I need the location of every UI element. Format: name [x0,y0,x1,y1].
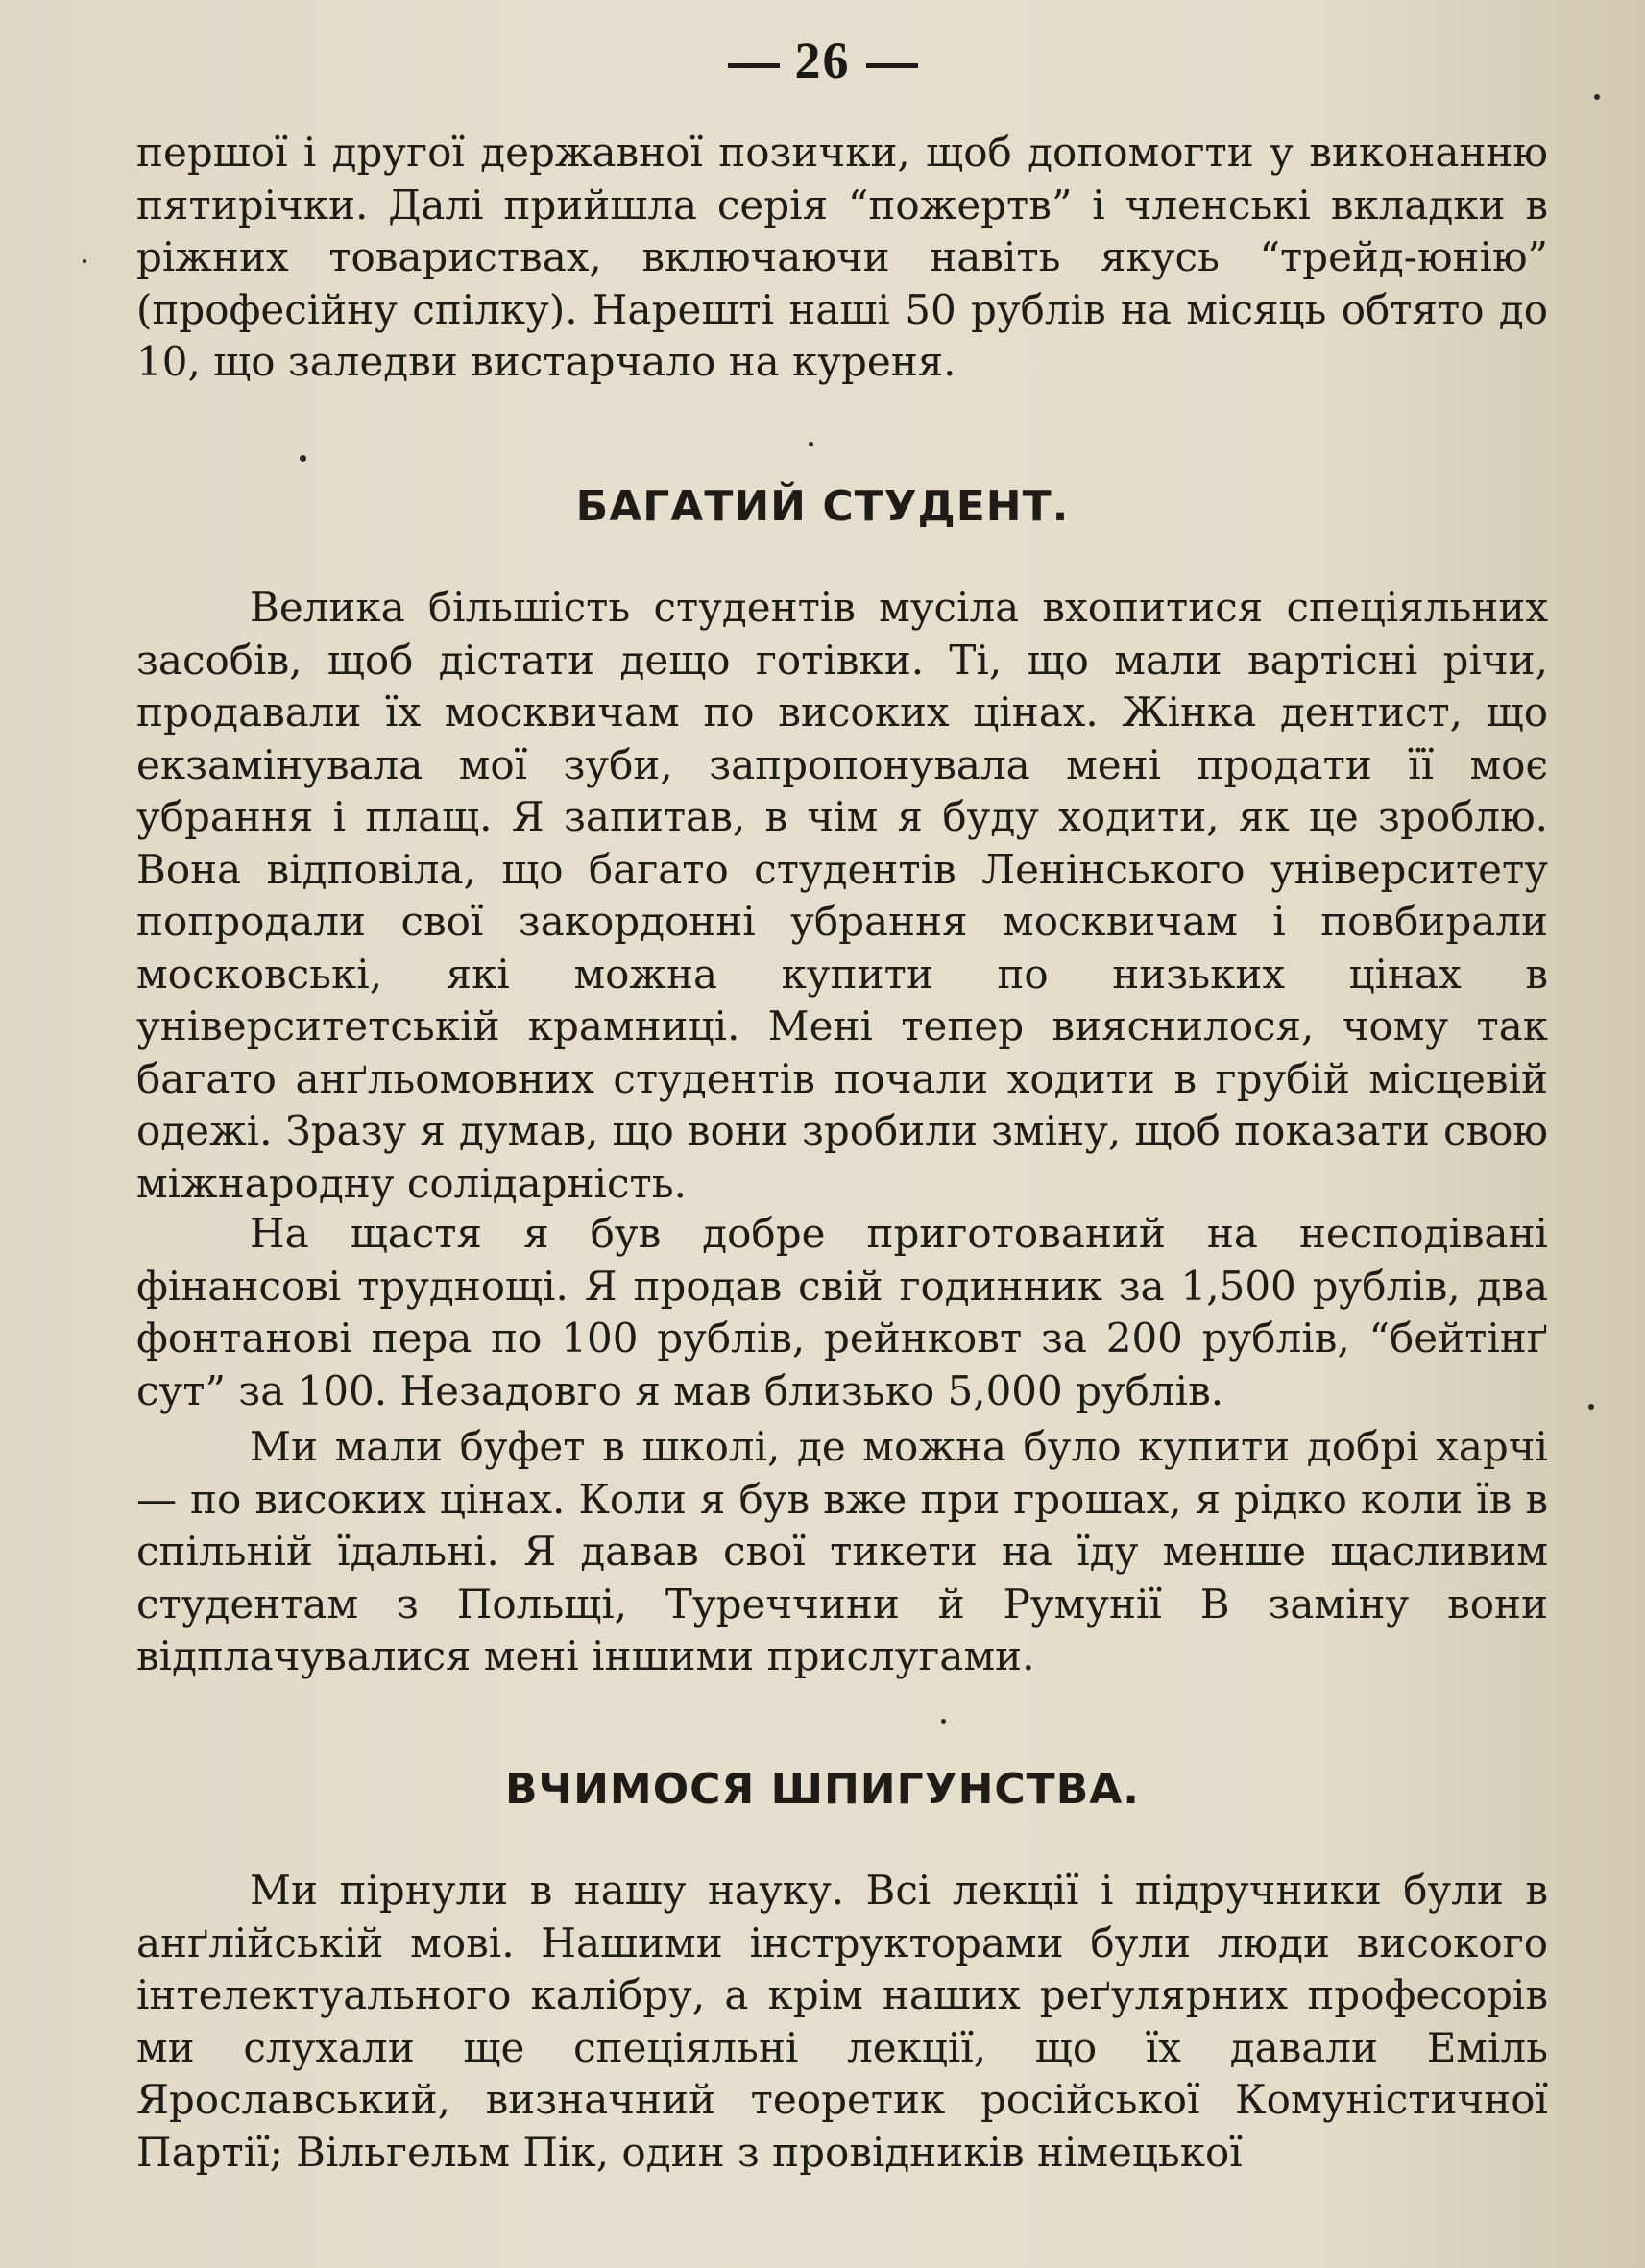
section1-paragraph3: Ми мали буфет в школі, де можна було купити добрі харчі — по високих цінах. Коли я був вже при грошах, я рідко коли їв в спільній їдальні. Я давав свої тикети на їду менше щасливим студентам з Польщі, Туреччини й Румунії В заміну вони відплачувалися мені іншими прислугами. [136,1423,1548,1679]
print-speck [83,259,86,263]
page-number [0,31,1645,90]
section-heading-learning-espionage: ВЧИМОСЯ ШПИГУНСТВА. [505,1765,1140,1814]
intro-paragraph: першої і другої державної позички, щоб допомогти у виконанню пятирічки. Далі прийшла серія “пожертв” і членські вкладки в ріжних товариствах, включаючи навіть якусь “трейд-юнію” (професійну спілку). Нарешті наші 50 рублів на місяць обтято до 10, що заледви вистарчало на куреня. [136,129,1548,385]
print-speck [1594,94,1600,100]
section1-paragraph3-block [136,1421,1548,1683]
print-speck [809,442,813,446]
section-heading-rich-student: БАГАТИЙ СТУДЕНТ. [575,482,1070,531]
print-speck [1588,1404,1594,1410]
section1-paragraph1: Велика більшість студентів мусіла вхопитися спеціяльних засобів, щоб дістати дещо готівки. Ті, що мали вартісні річи, продавали їх москвичам по високих цінах. Жінка дентист, що екзамінувала мої зуби, запропонувала мені продати її моє убрання і плащ. Я запитав, в чім я буду ходити, як це зроблю. Вона відповіла, що багато студентів Ленінського університету попродали свої закордонні убрання москвичам і повбирали московські, які можна купити по низьких цінах в університетській крамниці. Мені тепер вияснилося, чому так багато анґльомовних студентів почали ходити в грубій місцевій одежі. Зразу я думав, що вони зробили зміну, щоб показати свою міжнародну солідарність. [136,584,1548,1207]
print-speck [941,1719,946,1724]
section2-paragraph1-block [136,1865,1548,2179]
print-speck [300,455,306,462]
page-number-dash-left [728,63,780,68]
section1-paragraph2-block [136,1208,1548,1417]
section1-paragraph1-block [136,582,1548,1210]
section1-paragraph2: На щастя я був добре приготований на несподівані фінансові труднощі. Я продав свій годинник за 1,500 рублів, два фонтанові пера по 100 рублів, рейнковт за 200 рублів, “бейтінґ сут” за 100. Незадовго я мав близько 5,000 рублів. [136,1210,1548,1414]
page-number-dash-right [866,63,918,68]
intro-paragraph-block [136,127,1548,389]
section2-paragraph1: Ми пірнули в нашу науку. Всі лекції і підручники були в анґлійській мові. Нашими інструкторами були люди високого інтелектуального калібру, а крім наших реґулярних професорів ми слухали ще спеціяльні лекції, що їх давали Еміль Ярославський, визначний теоретик російської Комуністичної Партії; Вільгельм Пік, один з провідників німецької [136,1867,1548,2176]
page-number-value: 26 [794,32,851,89]
